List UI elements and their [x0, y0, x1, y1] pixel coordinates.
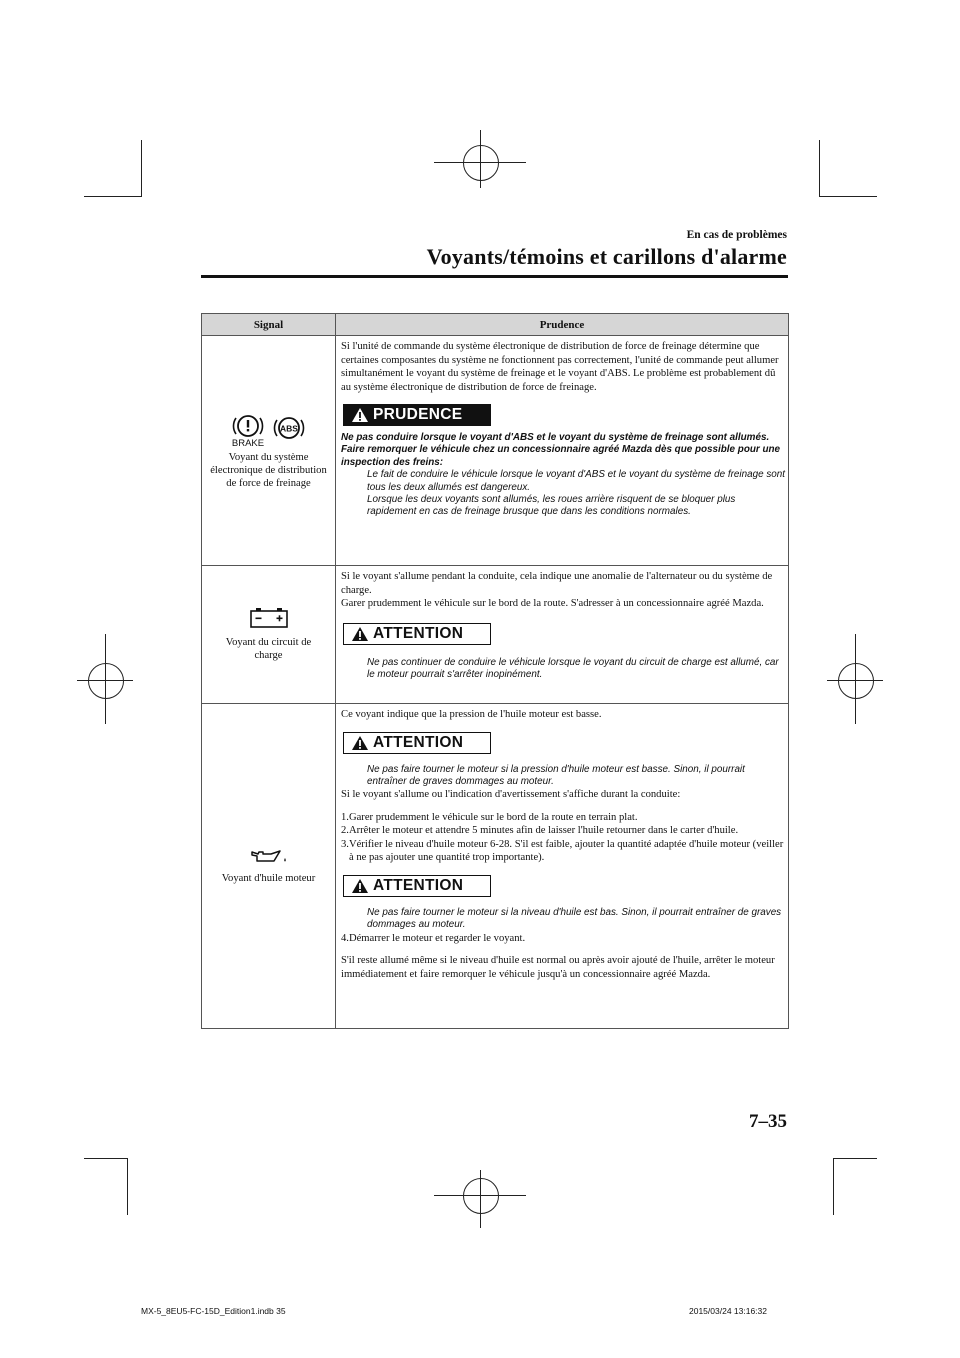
signal-label: Voyant du système électronique de distribution de force de freinage: [210, 451, 327, 489]
indicator-table: [201, 313, 789, 1029]
warning-triangle-icon: [351, 407, 369, 423]
attention-badge: ATTENTION: [343, 623, 491, 645]
abs-icon-text: ABS: [279, 423, 298, 433]
table-row: [202, 336, 789, 566]
signal-cell: [202, 566, 336, 704]
attention-badge: ATTENTION: [343, 875, 491, 897]
warning-detail-text: Le fait de conduire le véhicule lorsque le voyant d'ABS et le voyant du système de freinage sont tous les deux allumés est dangereux.: [367, 469, 785, 493]
caution-cell: [336, 336, 789, 566]
table-row: [202, 566, 789, 704]
registration-mark: [88, 663, 124, 699]
signal-label: Voyant d'huile moteur: [221, 873, 316, 885]
warning-bold-text: Ne pas conduire lorsque le voyant d'ABS et le voyant du système de freinage sont allumés. Faire remorquer le véhicule chez un concessionnaire agréé Mazda dès que possible pour une inspection des freins:: [341, 432, 781, 468]
attention-badge: ATTENTION: [343, 732, 491, 754]
caution-cell: [336, 566, 789, 704]
battery-icon: [249, 607, 289, 629]
oil-can-icon: [249, 847, 289, 865]
brake-warning-icon: [230, 412, 266, 448]
description-text: Si l'unité de commande du système électronique de distribution de force de freinage détermine que certaines composantes du système ne fonctionnent pas correctement, l'unité de commande peut allumer simultanément le voyant du système de freinage et le voyant d'ABS. Le problème est probablement dû au système électronique de distribution de force de freinage.: [341, 341, 779, 393]
crop-mark: [833, 1158, 834, 1215]
signal-cell: [202, 336, 336, 566]
registration-mark: [838, 663, 874, 699]
step-item: 3.Vérifier le niveau d'huile moteur 6-28. S'il est faible, ajouter la quantité adaptée d'huile moteur (veiller à ne pas ajouter une quantité trop importante).: [341, 838, 784, 864]
step-item: 4.Démarrer le moteur et regarder le voyant.: [341, 932, 526, 944]
step-item: 1.Garer prudemment le véhicule sur le bord de la route en terrain plat.: [341, 811, 638, 823]
crop-mark: [84, 196, 141, 197]
warning-triangle-icon: [351, 878, 369, 894]
column-header-caution: Prudence: [336, 314, 789, 336]
footer-timestamp: 2015/03/24 13:16:32: [689, 1306, 767, 1316]
crop-mark: [819, 140, 820, 197]
description-text: Si le voyant s'allume pendant la conduite, cela indique une anomalie de l'alternateur ou du système de charge.: [341, 571, 773, 596]
signal-cell: [202, 704, 336, 1029]
crop-mark: [141, 140, 142, 197]
crop-mark: [127, 1158, 128, 1215]
page-number: 7–35: [749, 1111, 787, 1132]
page-title: Voyants/témoins et carillons d'alarme: [426, 244, 787, 269]
section-name: En cas de problèmes: [686, 229, 787, 241]
prudence-badge: PRUDENCE: [343, 404, 491, 426]
warning-triangle-icon: [351, 626, 369, 642]
warning-triangle-icon: [351, 735, 369, 751]
steps-intro: Si le voyant s'allume ou l'indication d'avertissement s'affiche durant la conduite:: [341, 789, 681, 801]
closing-text: S'il reste allumé même si le niveau d'huile est normal ou après avoir ajouté de l'huile, arrêter le moteur immédiatement et faire remorquer le véhicule jusqu'à un concessionnaire agréé Mazda.: [341, 955, 775, 980]
caution-cell: [336, 704, 789, 1029]
description-text: Ce voyant indique que la pression de l'huile moteur est basse.: [341, 709, 602, 720]
table-header-row: [202, 314, 789, 336]
warning-detail-text: Lorsque les deux voyants sont allumés, les roues arrière risquent de se bloquer plus rapidement en cas de freinage brusque que dans les conditions normales.: [367, 494, 736, 518]
registration-mark: [463, 145, 499, 181]
abs-warning-icon: [271, 413, 307, 447]
crop-mark: [834, 1158, 877, 1159]
description-text: Garer prudemment le véhicule sur le bord de la route. S'adresser à un concessionnaire agréé Mazda.: [341, 598, 764, 609]
header-rule: [201, 275, 788, 278]
crop-mark: [84, 1158, 127, 1159]
crop-mark: [820, 196, 877, 197]
signal-label: Voyant du circuit de charge: [225, 637, 312, 662]
registration-mark: [463, 1178, 499, 1214]
step-item: 2.Arrêter le moteur et attendre 5 minutes afin de laisser l'huile retourner dans le carter d'huile.: [341, 825, 739, 837]
table-row: [202, 704, 789, 1029]
attention-text: Ne pas faire tourner le moteur si la pression d'huile moteur est basse. Sinon, il pourrait entraîner de graves dommages au moteur.: [367, 763, 745, 787]
column-header-signal: Signal: [202, 314, 336, 336]
attention-text: Ne pas faire tourner le moteur si la niveau d'huile est bas. Sinon, il pourrait entraîner de graves dommages au moteur.: [367, 906, 782, 931]
brake-icon-text: BRAKE: [232, 437, 265, 448]
footer-file: MX-5_8EU5-FC-15D_Edition1.indb 35: [141, 1306, 286, 1316]
attention-text: Ne pas continuer de conduire le véhicule lorsque le voyant du circuit de charge est allumé, car le moteur pourrait s'arrêter inopinément.: [367, 656, 779, 680]
